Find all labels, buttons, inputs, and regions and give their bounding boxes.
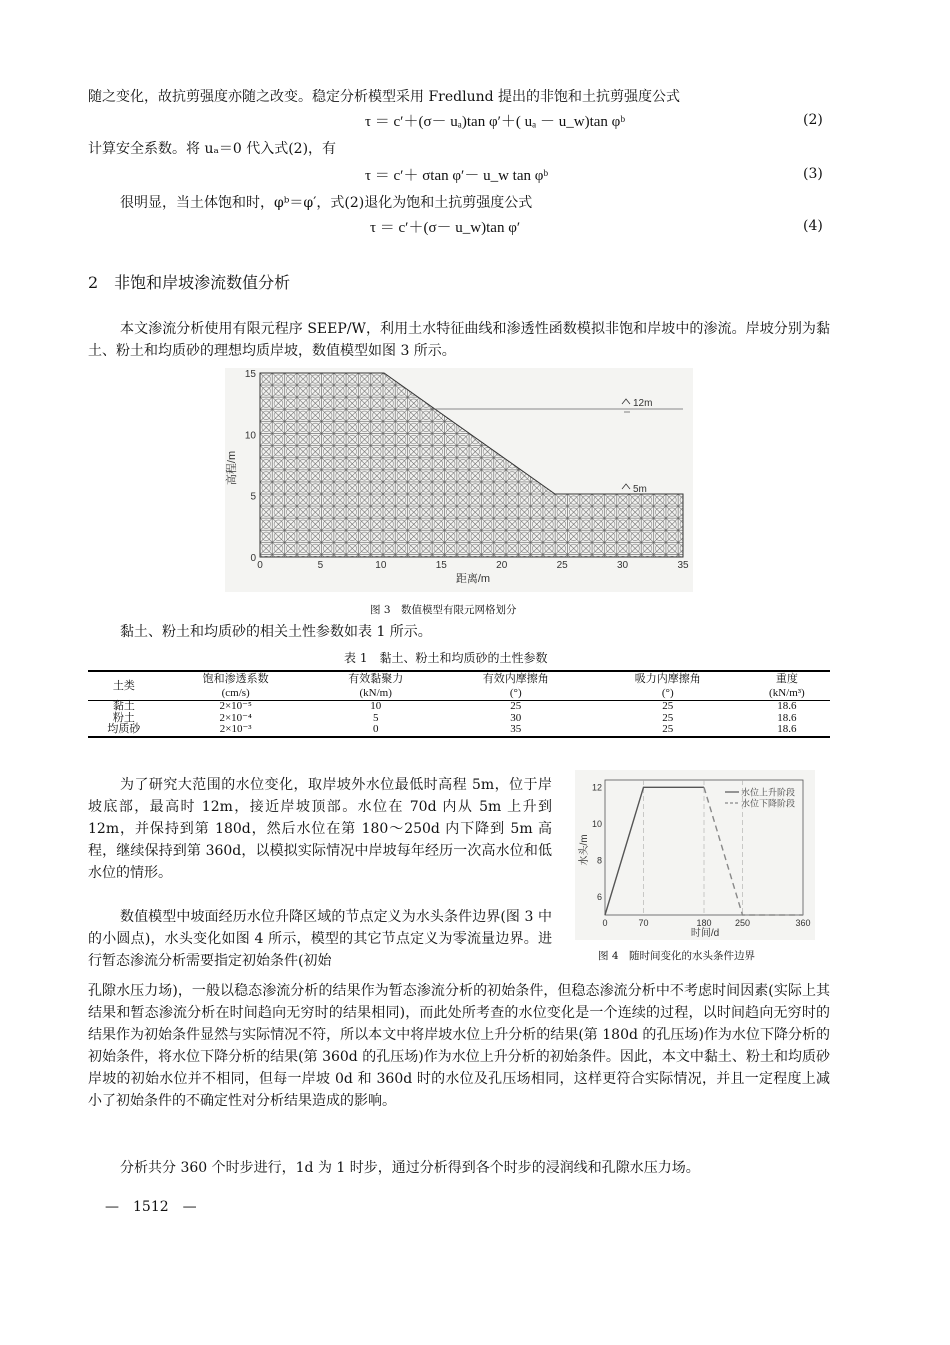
- page-number: — 1512 —: [105, 1199, 197, 1215]
- fig4-legend-label: 水位下降阶段: [741, 798, 796, 809]
- fig3-ytick-label: 10: [244, 430, 256, 442]
- equation-2-number: (2): [803, 112, 823, 128]
- table-header-cell: 吸力内摩擦角 (°): [634, 673, 701, 699]
- table-row: [88, 701, 830, 713]
- fig3-xtick-label: 35: [677, 560, 689, 571]
- table-header-cell: 饱和渗透系数 (cm/s): [202, 673, 269, 699]
- fig4-xtick-label: 250: [734, 918, 751, 928]
- paragraph-4: 本文渗流分析使用有限元程序 SEEP/W，利用土水特征曲线和渗透性函数模拟非饱和岸坡中的渗流。岸坡分别为黏土、粉土和均质砂的理想均质岸坡，数值模型如图 3 所示。: [88, 321, 830, 359]
- table-header-cell: 有效黏聚力 (kN/m): [348, 673, 404, 699]
- fig3-ylabel: 高程/m: [226, 450, 238, 486]
- figure-3-mesh: [225, 368, 693, 592]
- fig4-xtick-label: 360: [795, 918, 811, 928]
- fig4-ytick-label: 8: [596, 855, 602, 866]
- equation-4: τ ＝ c′＋(σ－ u_w)tan φ′: [370, 220, 521, 236]
- fig3-xtick-label: 25: [556, 560, 568, 571]
- paragraph-1: 随之变化，故抗剪强度亦随之改变。稳定分析模型采用 Fredlund 提出的非饱和土抗剪强度公式: [88, 89, 681, 105]
- fig4-xtick-label: 0: [602, 918, 608, 928]
- table-cell: 25: [662, 700, 674, 712]
- figure-4-caption: 图 4 随时间变化的水头条件边界: [598, 950, 756, 962]
- fig3-xtick-label: 20: [496, 560, 508, 571]
- equation-2: τ ＝ c′＋(σ－ uₐ)tan φ′＋( uₐ － u_w)tan φᵇ: [365, 114, 625, 130]
- fig3-ytick-label: 5: [250, 491, 256, 503]
- table-cell: 0: [372, 723, 379, 735]
- table-1-title: 表 1 黏土、粉土和均质砂的土性参数: [344, 651, 548, 665]
- fig4-ytick-label: 10: [591, 818, 602, 829]
- table-cell: 10: [370, 700, 382, 712]
- fig4-xtick-label: 70: [638, 918, 649, 928]
- table-cell: 黏土: [112, 700, 135, 712]
- fig4-ytick-label: 12: [591, 782, 602, 793]
- table-cell: 粉土: [112, 711, 135, 724]
- table-cell: 2×10⁻⁴: [219, 711, 252, 724]
- table-cell: 18.6: [777, 711, 797, 724]
- equation-3: τ ＝ c′＋ σtan φ′－ u_w tan φᵇ: [365, 168, 549, 184]
- fig4-ytick-label: 6: [596, 891, 602, 902]
- table-cell: 25: [510, 700, 522, 712]
- fig3-xtick-label: 5: [317, 560, 324, 571]
- fig3-xtick-label: 0: [257, 560, 263, 571]
- table-cell: 25: [662, 711, 674, 724]
- fig3-ytick-label: 0: [250, 553, 256, 564]
- fig4-xlabel: 时间/d: [690, 928, 720, 939]
- figure-4-chart: [575, 770, 815, 940]
- paragraph-8: 分析共分 360 个时步进行，1d 为 1 时步，通过分析得到各个时步的浸润线和孔隙水压力场。: [120, 1160, 700, 1176]
- fig3-xtick-label: 10: [375, 560, 387, 571]
- paragraph-7: 孔隙水压力场)，一般以稳态渗流分析的结果作为暂态渗流分析的初始条件，但稳态渗流分析中不考虑时间因素(实际上其结果和暂态渗流分析在时间趋向无穷时的结果相同)，而此处所考查的水位变化是一个连续的过程，以时间趋向无穷时的结果作为初始条件显然与实际情况不符，所以本文中将岸坡水位上升分析的结果(第 180d 的孔压场)作为水位下降分析的初始条件，将水位下降分析的结果(第 360d 的孔压场)作为水位上升分析的初始条件。因此，本文中黏土、粉土和均质砂岸坡的初始水位并不相同，但每一岸坡 0d 和 360d 时的水位及孔压场相同，这样更符合实际情况，并且一定程度上减小了初始条件的不确定性对分析结果造成的影响。: [88, 983, 830, 1109]
- table-cell: 2×10⁻³: [219, 723, 252, 735]
- table-cell: 均质砂: [107, 723, 141, 735]
- table-header-cell: 重度 (kN/m³): [769, 673, 805, 699]
- fig4-legend-label: 水位上升阶段: [741, 787, 796, 798]
- fig3-xlabel: 距离/m: [455, 573, 491, 585]
- paragraph-2: 计算安全系数。将 uₐ＝0 代入式(2)，有: [88, 141, 337, 157]
- soil-parameters-table: [88, 670, 830, 738]
- paragraph-6b: 数值模型中坡面经历水位升降区域的节点定义为水头条件边界(图 3 中的小圆点)，水头变化如图 4 所示，模型的其它节点定义为零流量边界。进行暂态渗流分析需要指定初始条件(初始: [88, 909, 552, 969]
- table-header-cell: 有效内摩擦角 (°): [482, 673, 549, 699]
- table-cell: 5: [372, 711, 379, 724]
- water-level-low-label: 5m: [633, 484, 647, 495]
- section-heading: 2 非饱和岸坡渗流数值分析: [88, 273, 291, 292]
- table-header-cell: 土类: [112, 680, 135, 692]
- table-cell: 25: [662, 723, 674, 735]
- fig4-ylabel: 水头/m: [579, 834, 590, 866]
- table-row: [88, 713, 830, 725]
- water-level-high-label: 12m: [633, 398, 653, 409]
- fig3-xtick-label: 30: [617, 560, 629, 571]
- table-cell: 30: [510, 711, 522, 724]
- fig3-xtick-label: 15: [435, 560, 447, 571]
- paragraph-3: 很明显，当土体饱和时，φᵇ＝φ′，式(2)退化为饱和土抗剪强度公式: [120, 195, 533, 211]
- fig3-ytick-label: 15: [244, 369, 256, 380]
- paragraph-5: 黏土、粉土和均质砂的相关土性参数如表 1 所示。: [120, 624, 432, 640]
- table-cell: 18.6: [777, 723, 797, 735]
- table-cell: 35: [510, 723, 522, 735]
- figure-3-caption: 图 3 数值模型有限元网格划分: [370, 604, 517, 616]
- paragraph-6a: 为了研究大范围的水位变化，取岸坡外水位最低时高程 5m，位于岸坡底部，最高时 12m，接近岸坡顶部。水位在 70d 内从 5m 上升到 12m，并保持到第 180d，然后水位在第 180～250d 内下降到 5m 高程，继续保持到第 360d，以模拟实际情况中岸坡每年经历一次高水位和低水位的情形。: [88, 777, 552, 881]
- equation-3-number: (3): [803, 166, 823, 182]
- fig4-xtick-label: 180: [696, 918, 712, 928]
- equation-4-number: (4): [803, 218, 823, 234]
- table-row: [88, 724, 830, 737]
- table-cell: 2×10⁻⁵: [219, 700, 252, 712]
- table-cell: 18.6: [777, 700, 797, 712]
